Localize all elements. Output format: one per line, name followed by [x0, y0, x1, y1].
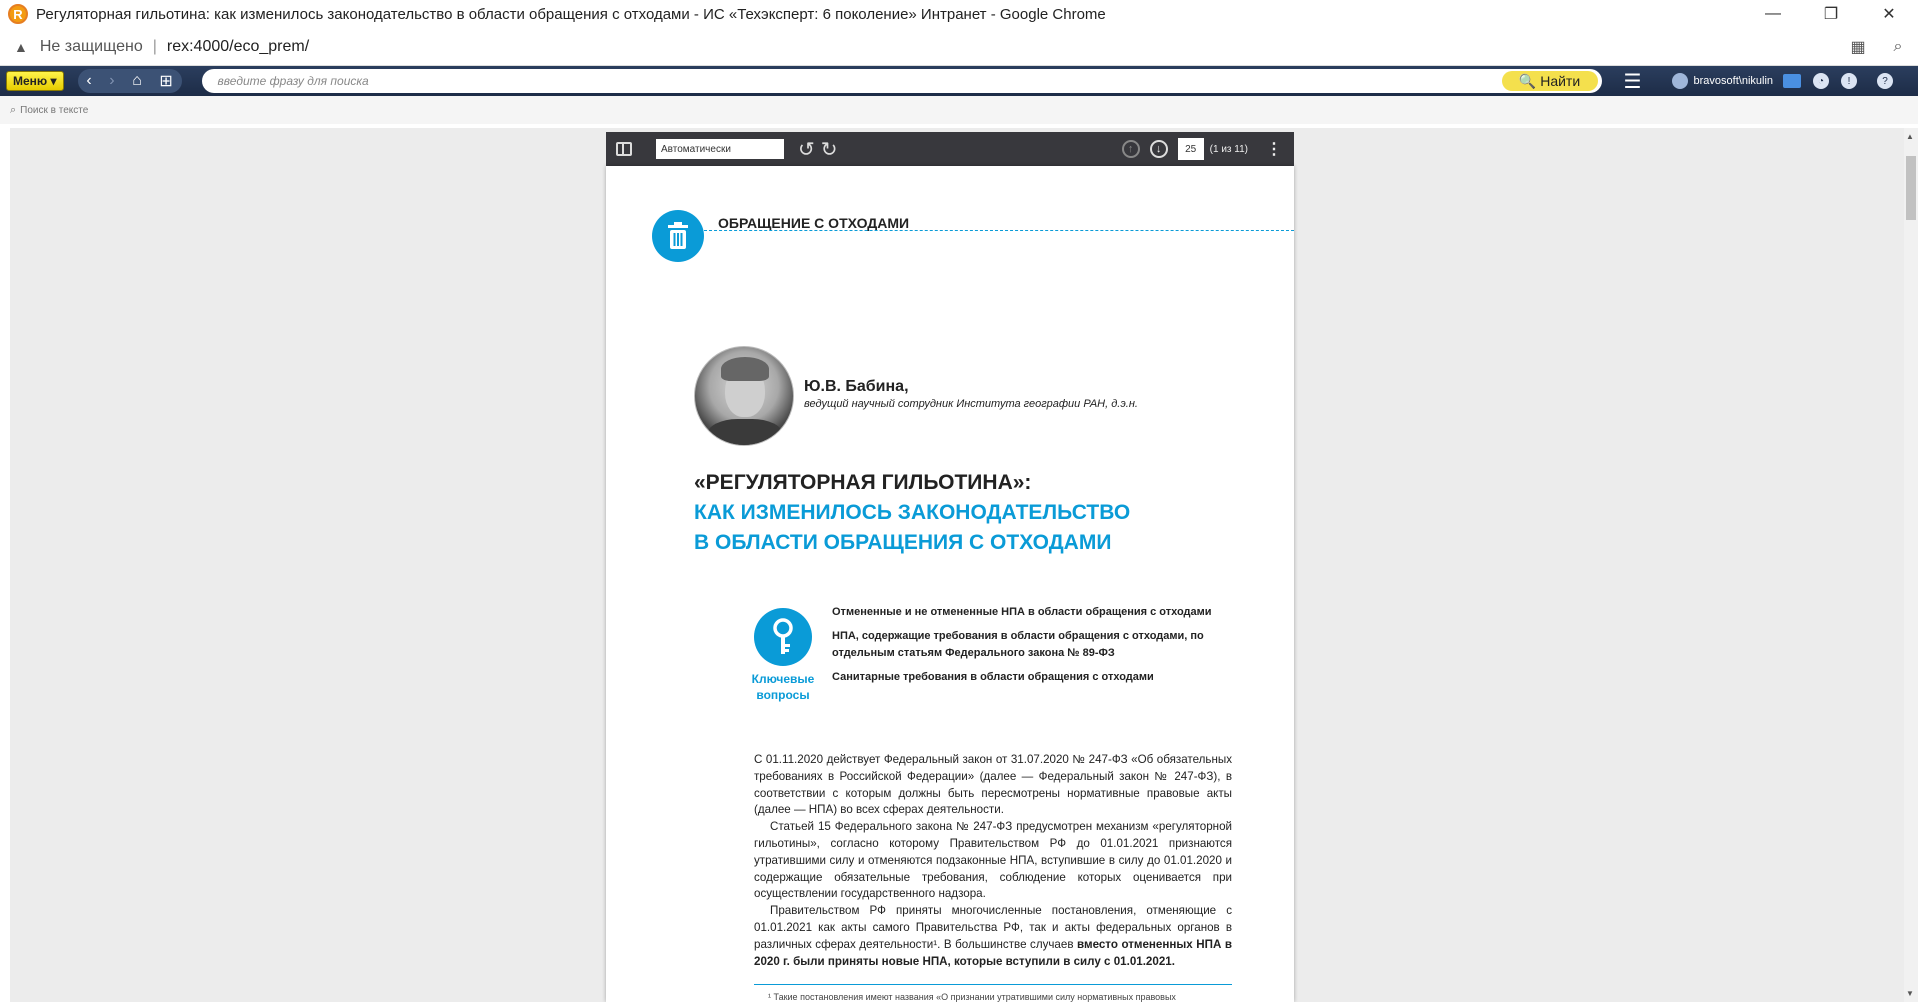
rotate-right-icon[interactable]: ↻ — [820, 138, 838, 161]
key-questions-label: Ключевые вопросы — [751, 672, 815, 702]
close-window-button[interactable]: ✕ — [1882, 6, 1896, 23]
footnote: ¹ Такие постановления имеют названия «О признании утратившими силу нормативных правовых — [768, 992, 1176, 1002]
scroll-up-icon[interactable]: ▲ — [1906, 132, 1914, 141]
app-toolbar — [0, 66, 1918, 96]
search-input[interactable] — [202, 69, 1602, 93]
author-photo — [694, 346, 794, 446]
history-icon[interactable]: ! — [1841, 73, 1857, 89]
restore-button[interactable]: ❐ — [1823, 6, 1839, 23]
forward-icon[interactable]: › — [109, 72, 115, 89]
paragraph-1: С 01.11.2020 действует Федеральный закон от 31.07.2020 № 247-ФЗ «Об обязательных требованиях в Российской Федерации» (далее — Федеральный закон № 247-ФЗ), в соответствии с которым должны быть пересмотрены нормативные правовые акты (далее — НПА) во всех сферах деятельности. — [754, 753, 1232, 817]
help-icon[interactable]: ? — [1877, 73, 1893, 89]
find-button[interactable]: 🔍 Найти — [1502, 71, 1598, 91]
next-page-icon[interactable]: ↓ — [1150, 140, 1168, 158]
user-avatar-icon — [1672, 73, 1688, 89]
article-headline — [694, 468, 1130, 558]
scrollbar-thumb[interactable] — [1906, 156, 1916, 220]
headline-line-3: В ОБЛАСТИ ОБРАЩЕНИЯ С ОТХОДАМИ — [694, 531, 1112, 554]
back-icon[interactable]: ‹ — [86, 72, 92, 89]
pdf-toolbar — [606, 132, 1294, 166]
window-title: Регуляторная гильотина: как изменилось законодательство в области обращения с отходами - ИС «Техэксперт: 6 поколение» Интранет - Google Chrome — [36, 5, 1106, 23]
menu-button[interactable]: Меню ▾ — [6, 71, 64, 91]
paragraph-3: Правительством РФ приняты многочисленные постановления, отменяющие с 01.01.2021 как акты самого Правительства РФ, так и акты федеральных органов в различных сферах деятельности¹. В большинстве случаев вместо отмененных НПА в 2020 г. были приняты новые НПА, которые вступили в силу с 01.01.2021. — [754, 904, 1232, 968]
insecure-label[interactable]: Не защищено — [39, 37, 143, 55]
more-options-icon[interactable]: ⋮ — [1266, 141, 1282, 158]
home-icon[interactable]: ⌂ — [132, 72, 142, 89]
rotate-left-icon[interactable]: ↺ — [798, 138, 815, 161]
clock-icon[interactable]: ◔ — [1813, 73, 1829, 89]
window-titlebar — [0, 0, 1918, 28]
paragraph-2: Статьей 15 Федерального закона № 247-ФЗ предусмотрен механизм «регуляторной гильотины», согласно которому Правительством РФ до 01.01.2021 признаются утратившими силу и отменяются подзаконные НПА, вступившие в силу до 01.01.2020 и содержащие обязательные требования, соблюдение которых оценивается при осуществлении государственного надзора. — [754, 820, 1232, 901]
footnote-divider — [754, 984, 1232, 985]
article-body — [754, 752, 1232, 970]
page-number-input[interactable]: 25 — [1178, 138, 1204, 160]
page-count: (1 из 11) — [1209, 143, 1248, 155]
section-title: ОБРАЩЕНИЕ С ОТХОДАМИ — [718, 215, 910, 231]
find-in-text-label: Поиск в тексте — [20, 104, 89, 116]
previous-page-icon[interactable]: ↑ — [1122, 140, 1140, 158]
author-role: ведущий научный сотрудник Института географии РАН, д.э.н. — [804, 398, 1138, 410]
list-item: НПА, содержащие требования в области обращения с отходами, по отдельным статьям Федерального закона № 89-ФЗ — [832, 630, 1204, 659]
author-name: Ю.В. Бабина, — [804, 378, 909, 395]
list-item: Санитарные требования в области обращения с отходами — [832, 671, 1154, 683]
address-separator: | — [152, 37, 157, 55]
zoom-select[interactable]: Автоматически — [656, 139, 784, 159]
warning-icon[interactable]: ▲ — [14, 38, 28, 55]
zoom-icon[interactable]: ⌕ — [1893, 37, 1903, 55]
headline-line-2: КАК ИЗМЕНИЛОСЬ ЗАКОНОДАТЕЛЬСТВО — [694, 501, 1131, 524]
list-item: Отмененные и не отмененные НПА в области обращения с отходами — [832, 606, 1212, 618]
find-in-text-bar[interactable] — [0, 96, 1918, 124]
hamburger-menu-icon[interactable]: ☰ — [1623, 70, 1642, 93]
qr-code-icon[interactable]: ▦ — [1850, 38, 1866, 56]
app-logo-icon: R — [8, 4, 28, 24]
sidebar-toggle-icon[interactable] — [616, 142, 632, 156]
key-icon — [754, 608, 812, 666]
user-area[interactable] — [1672, 73, 1774, 89]
username: bravosoft\nikulin — [1693, 75, 1774, 87]
magnifier-icon: ⌕ — [10, 103, 17, 116]
minimize-button[interactable]: — — [1765, 5, 1781, 22]
pdf-page — [606, 166, 1294, 1002]
key-questions-list — [832, 604, 1232, 693]
url-field[interactable]: rex:4000/eco_prem/ — [166, 37, 310, 55]
nav-group — [78, 69, 182, 93]
trash-icon — [652, 210, 704, 262]
folder-icon[interactable] — [1783, 74, 1801, 88]
apps-grid-icon[interactable]: ⊞ — [159, 73, 173, 90]
section-divider — [704, 230, 1294, 231]
scroll-down-icon[interactable]: ▼ — [1906, 989, 1914, 998]
headline-line-1: «РЕГУЛЯТОРНАЯ ГИЛЬОТИНА»: — [694, 471, 1032, 494]
search-placeholder: введите фразу для поиска — [217, 74, 369, 88]
viewer-scrollbar[interactable] — [1904, 128, 1918, 1002]
address-bar — [0, 28, 1918, 66]
